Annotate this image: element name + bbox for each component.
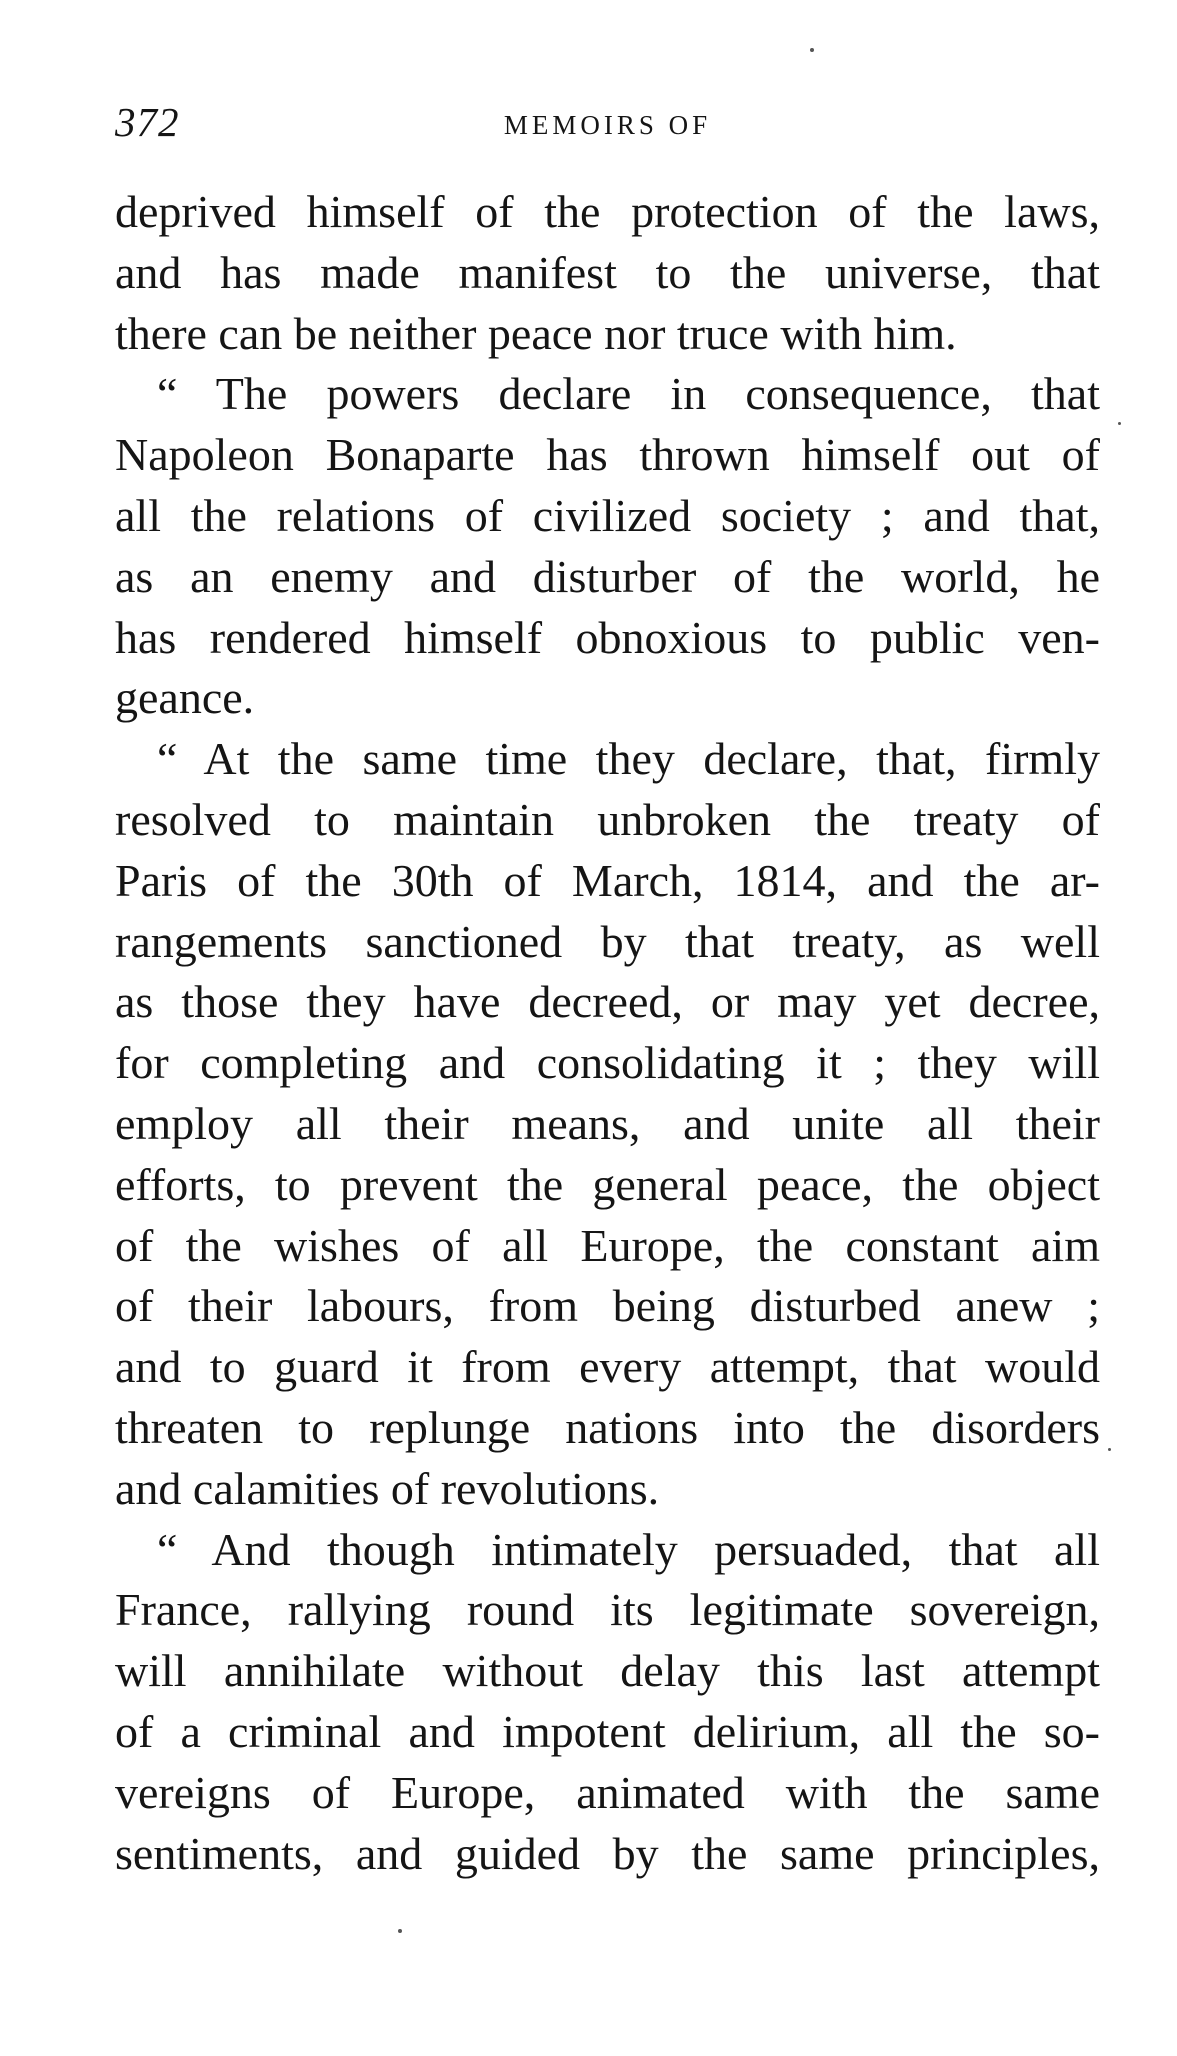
text-line: there can be neither peace nor truce with him.	[115, 307, 957, 359]
text-line: all the relations of civilized society ; and that,	[115, 489, 1100, 541]
running-title: MEMOIRS OF	[503, 110, 712, 140]
text-line: and has made manifest to the universe, that	[115, 246, 1100, 298]
print-speck	[1108, 1448, 1111, 1451]
text-line: and calamities of revolutions.	[115, 1462, 660, 1514]
text-line: of a criminal and impotent delirium, all the so-	[115, 1705, 1100, 1757]
paragraph-start-line: “ At the same time they declare, that, firmly	[157, 733, 1100, 785]
text-line: employ all their means, and unite all their	[115, 1097, 1100, 1149]
text-line: France, rallying round its legitimate sovereign,	[115, 1584, 1100, 1636]
paragraph-start-line: “ And though intimately persuaded, that all	[157, 1523, 1100, 1575]
text-line: Paris of the 30th of March, 1814, and the ar-	[115, 854, 1100, 906]
text-line: as those they have decreed, or may yet decree,	[115, 976, 1100, 1028]
text-line: efforts, to prevent the general peace, the object	[115, 1158, 1100, 1210]
print-speck	[398, 1929, 402, 1933]
text-line: deprived himself of the protection of the laws,	[115, 186, 1100, 237]
running-head	[115, 98, 1100, 148]
text-line: as an enemy and disturber of the world, he	[115, 550, 1100, 602]
text-line: Napoleon Bonaparte has thrown himself out of	[115, 429, 1100, 481]
text-line: has rendered himself obnoxious to public ven-	[115, 611, 1100, 663]
print-speck	[1118, 422, 1121, 425]
body-text	[115, 182, 1100, 1884]
text-line: vereigns of Europe, animated with the same	[115, 1766, 1100, 1818]
text-line: of the wishes of all Europe, the constant aim	[115, 1219, 1100, 1271]
text-line: geance.	[115, 672, 255, 724]
print-speck	[810, 48, 814, 52]
text-line: sentiments, and guided by the same principles,	[115, 1827, 1100, 1879]
text-line: of their labours, from being disturbed anew ;	[115, 1280, 1100, 1332]
text-line: rangements sanctioned by that treaty, as well	[115, 915, 1100, 967]
text-line: and to guard it from every attempt, that would	[115, 1341, 1100, 1393]
text-line: will annihilate without delay this last attempt	[115, 1645, 1100, 1697]
text-line: threaten to replunge nations into the disorders	[115, 1401, 1100, 1453]
text-line: for completing and consolidating it ; they will	[115, 1037, 1100, 1089]
text-line: resolved to maintain unbroken the treaty of	[115, 793, 1100, 845]
paragraph-start-line: “ The powers declare in consequence, that	[157, 368, 1100, 420]
page-number: 372	[115, 99, 180, 145]
